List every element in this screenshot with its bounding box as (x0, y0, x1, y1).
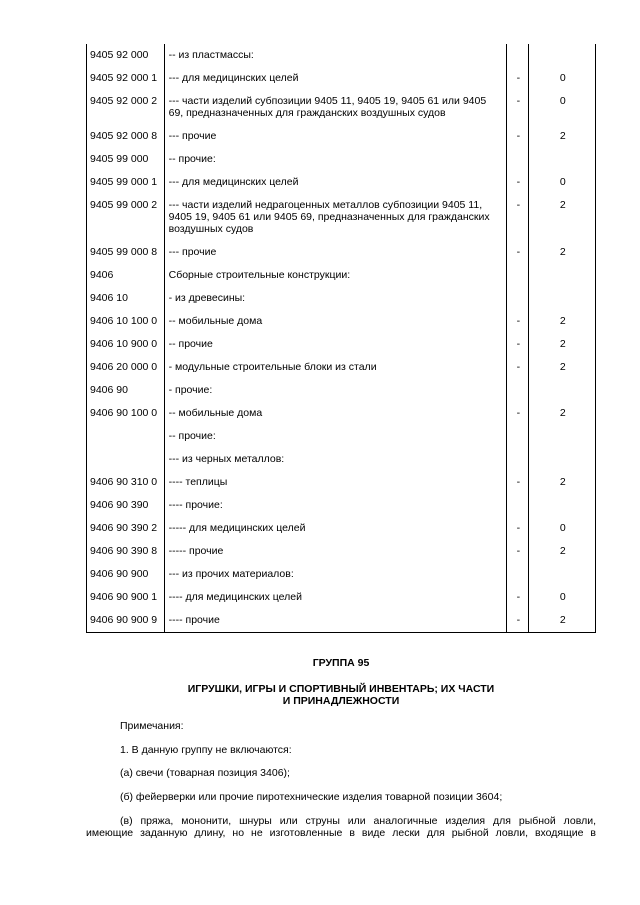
duty-rate-cell: 2 (529, 609, 596, 633)
description-cell: ----- для медицинских целей (164, 517, 507, 540)
description-cell: --- прочие (164, 241, 507, 264)
table-row (87, 333, 596, 356)
unit-cell: - (507, 402, 529, 425)
duty-rate-cell: 2 (529, 194, 596, 241)
description-cell: ---- прочие (164, 609, 507, 633)
table-row (87, 425, 596, 448)
unit-cell (507, 379, 529, 402)
tariff-code-cell: 9406 90 (87, 379, 165, 402)
duty-rate-cell: 0 (529, 586, 596, 609)
note-item-b: (б) фейерверки или прочие пиротехнические изделия товарной позиции 3604; (120, 791, 503, 803)
tariff-code-cell (87, 448, 165, 471)
duty-rate-cell: 2 (529, 125, 596, 148)
tariff-code-cell: 9405 92 000 8 (87, 125, 165, 148)
description-cell: -- мобильные дома (164, 310, 507, 333)
description-cell: --- прочие (164, 125, 507, 148)
tariff-code-cell: 9405 99 000 (87, 148, 165, 171)
description-cell: -- прочие: (164, 148, 507, 171)
duty-rate-cell (529, 264, 596, 287)
tariff-code-cell: 9405 92 000 2 (87, 90, 165, 125)
notes-label: Примечания: (120, 720, 184, 732)
group-heading: ГРУППА 95 (312, 657, 370, 669)
table-row (87, 356, 596, 379)
unit-cell: - (507, 194, 529, 241)
table-row (87, 44, 596, 67)
unit-cell: - (507, 356, 529, 379)
unit-cell: - (507, 310, 529, 333)
tariff-code-cell: 9406 90 100 0 (87, 402, 165, 425)
tariff-code-cell: 9406 10 900 0 (87, 333, 165, 356)
tariff-code-cell: 9406 10 (87, 287, 165, 310)
duty-rate-cell (529, 379, 596, 402)
tariff-code-cell: 9406 90 900 1 (87, 586, 165, 609)
table-row (87, 148, 596, 171)
duty-rate-cell (529, 287, 596, 310)
description-cell: --- для медицинских целей (164, 171, 507, 194)
unit-cell: - (507, 171, 529, 194)
duty-rate-cell: 2 (529, 402, 596, 425)
description-cell: ---- для медицинских целей (164, 586, 507, 609)
unit-cell: - (507, 517, 529, 540)
table-row (87, 287, 596, 310)
duty-rate-cell: 2 (529, 356, 596, 379)
description-cell: -- мобильные дома (164, 402, 507, 425)
duty-rate-cell: 0 (529, 517, 596, 540)
table-row (87, 67, 596, 90)
duty-rate-cell: 0 (529, 171, 596, 194)
table-row (87, 379, 596, 402)
unit-cell (507, 425, 529, 448)
tariff-code-cell: 9405 92 000 1 (87, 67, 165, 90)
description-cell: Сборные строительные конструкции: (164, 264, 507, 287)
unit-cell (507, 448, 529, 471)
tariff-code-cell: 9405 99 000 8 (87, 241, 165, 264)
description-cell: -- из пластмассы: (164, 44, 507, 67)
unit-cell (507, 563, 529, 586)
table-row (87, 540, 596, 563)
unit-cell (507, 264, 529, 287)
duty-rate-cell: 2 (529, 471, 596, 494)
table-row (87, 586, 596, 609)
table-row (87, 171, 596, 194)
tariff-code-cell: 9406 20 000 0 (87, 356, 165, 379)
description-cell: ----- прочие (164, 540, 507, 563)
description-cell: ---- теплицы (164, 471, 507, 494)
description-cell: - модульные строительные блоки из стали (164, 356, 507, 379)
note-item-a: (а) свечи (товарная позиция 3406); (120, 767, 290, 779)
tariff-code-cell: 9406 90 390 8 (87, 540, 165, 563)
unit-cell: - (507, 125, 529, 148)
note-item-1: 1. В данную группу не включаются: (120, 744, 292, 756)
tariff-code-cell: 9406 90 390 2 (87, 517, 165, 540)
tariff-table-body (87, 44, 596, 633)
unit-cell (507, 494, 529, 517)
tariff-code-cell: 9406 90 900 (87, 563, 165, 586)
table-row (87, 471, 596, 494)
duty-rate-cell (529, 425, 596, 448)
description-cell: -- прочие: (164, 425, 507, 448)
unit-cell: - (507, 67, 529, 90)
tariff-code-cell: 9406 10 100 0 (87, 310, 165, 333)
unit-cell (507, 44, 529, 67)
description-cell: -- прочие (164, 333, 507, 356)
tariff-code-cell: 9405 99 000 1 (87, 171, 165, 194)
description-cell: --- из черных металлов: (164, 448, 507, 471)
unit-cell: - (507, 90, 529, 125)
unit-cell: - (507, 241, 529, 264)
note-item-v-line2: имеющие заданную длину, но не изготовленные в виде лески для рыбной ловли, входящие в (86, 827, 596, 839)
description-cell: --- из прочих материалов: (164, 563, 507, 586)
duty-rate-cell (529, 448, 596, 471)
group-title-line1: ИГРУШКИ, ИГРЫ И СПОРТИВНЫЙ ИНВЕНТАРЬ; ИХ ЧАСТИ (187, 683, 495, 695)
tariff-code-cell (87, 425, 165, 448)
tariff-code-cell: 9405 92 000 (87, 44, 165, 67)
table-row (87, 125, 596, 148)
duty-rate-cell (529, 494, 596, 517)
unit-cell: - (507, 333, 529, 356)
description-cell: ---- прочие: (164, 494, 507, 517)
duty-rate-cell: 0 (529, 67, 596, 90)
table-row (87, 264, 596, 287)
table-row (87, 194, 596, 241)
duty-rate-cell (529, 44, 596, 67)
duty-rate-cell: 2 (529, 333, 596, 356)
tariff-code-cell: 9405 99 000 2 (87, 194, 165, 241)
table-row (87, 563, 596, 586)
table-row (87, 494, 596, 517)
table-row (87, 609, 596, 633)
unit-cell (507, 148, 529, 171)
unit-cell: - (507, 540, 529, 563)
table-row (87, 310, 596, 333)
tariff-code-cell: 9406 90 390 (87, 494, 165, 517)
duty-rate-cell (529, 563, 596, 586)
tariff-code-cell: 9406 90 310 0 (87, 471, 165, 494)
unit-cell: - (507, 586, 529, 609)
duty-rate-cell: 2 (529, 310, 596, 333)
group-title-line2: И ПРИНАДЛЕЖНОСТИ (282, 695, 400, 707)
description-cell: - из древесины: (164, 287, 507, 310)
tariff-code-cell: 9406 (87, 264, 165, 287)
tariff-table (86, 44, 596, 633)
duty-rate-cell: 2 (529, 241, 596, 264)
table-row (87, 402, 596, 425)
unit-cell (507, 287, 529, 310)
duty-rate-cell: 2 (529, 540, 596, 563)
unit-cell: - (507, 609, 529, 633)
table-row (87, 241, 596, 264)
description-cell: - прочие: (164, 379, 507, 402)
description-cell: --- части изделий субпозиции 9405 11, 9405 19, 9405 61 или 9405 69, предназначенных для гражданских воздушных судов (164, 90, 507, 125)
table-row (87, 448, 596, 471)
duty-rate-cell: 0 (529, 90, 596, 125)
unit-cell: - (507, 471, 529, 494)
table-row (87, 90, 596, 125)
duty-rate-cell (529, 148, 596, 171)
description-cell: --- для медицинских целей (164, 67, 507, 90)
table-row (87, 517, 596, 540)
note-item-v-line1: (в) пряжа, мононити, шнуры или струны или аналогичные изделия для рыбной ловли, (120, 815, 596, 827)
tariff-code-cell: 9406 90 900 9 (87, 609, 165, 633)
description-cell: --- части изделий недрагоценных металлов субпозиции 9405 11, 9405 19, 9405 61 или 9405 69, предназначенных для гражданских воздушных судов (164, 194, 507, 241)
